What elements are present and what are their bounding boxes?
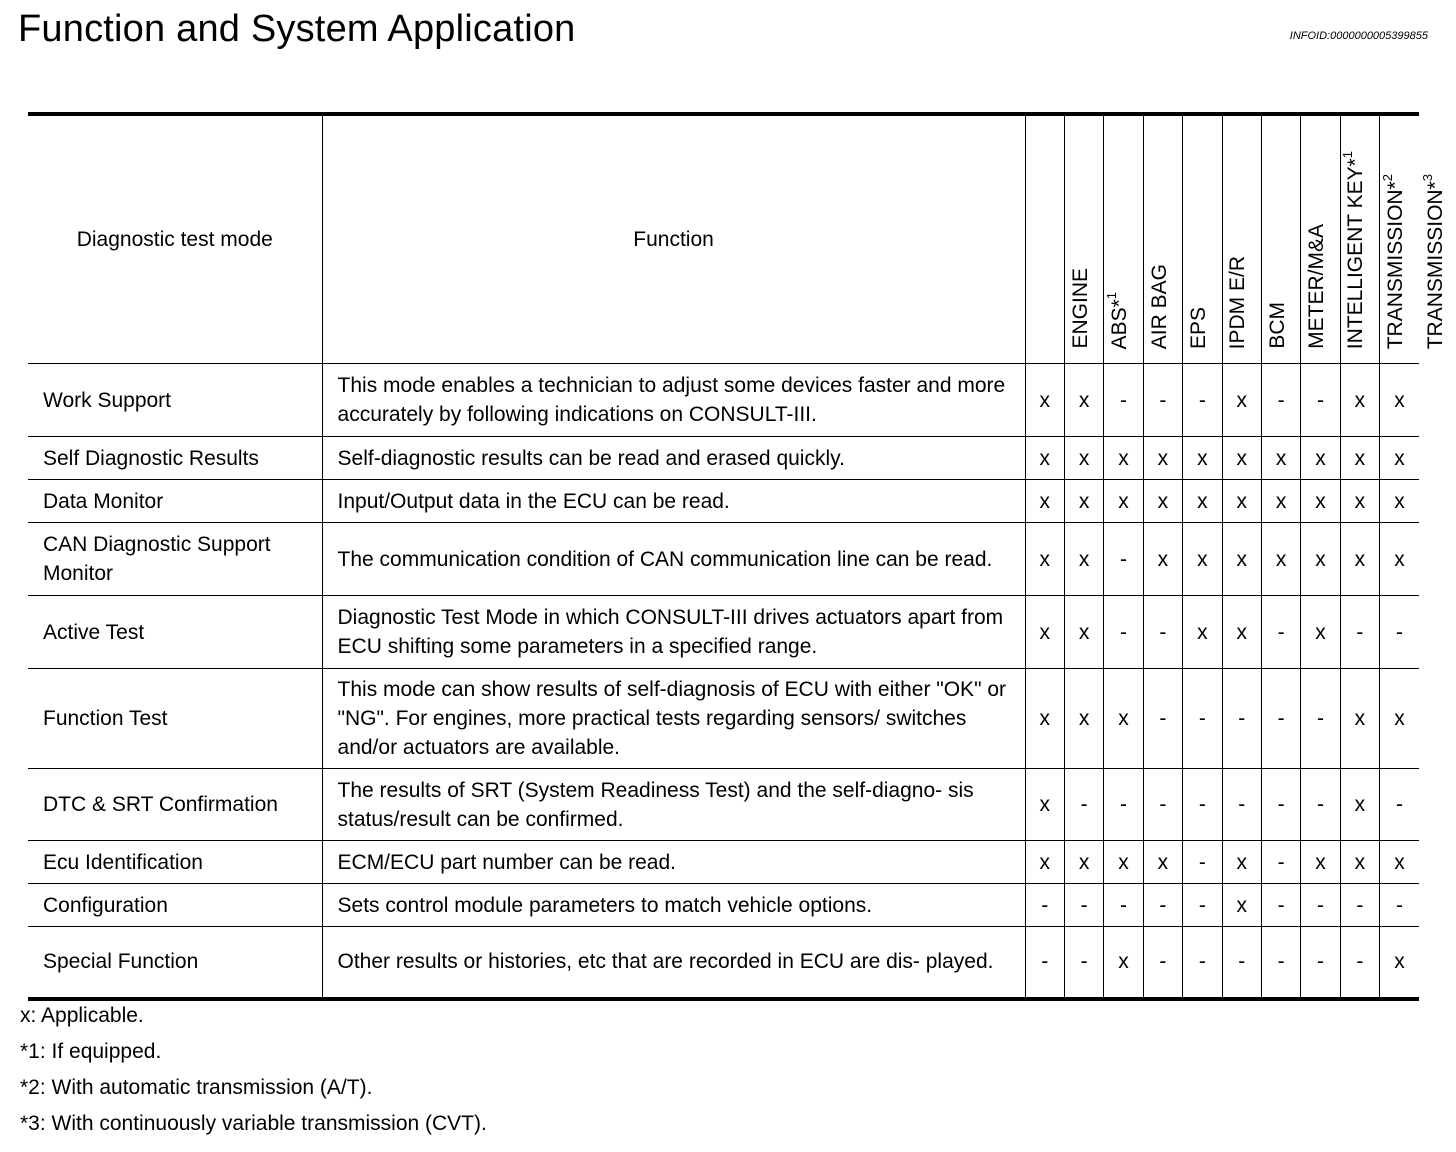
system-label: IPDM E/R — [1226, 255, 1250, 349]
system-label: BCM — [1265, 302, 1289, 349]
applicability-cell: - — [1340, 596, 1379, 669]
applicability-cell: - — [1261, 669, 1300, 769]
applicability-cell: x — [1143, 480, 1182, 523]
system-label: ABS* — [1108, 298, 1132, 349]
applicability-cell: - — [1261, 364, 1300, 437]
applicability-cell: - — [1380, 769, 1419, 841]
applicability-cell: x — [1025, 364, 1064, 437]
table-row — [28, 841, 1419, 884]
applicability-cell: - — [1183, 884, 1222, 927]
test-mode-cell: Self Diagnostic Results — [28, 437, 322, 480]
applicability-cell: x — [1380, 523, 1419, 596]
applicability-cell: x — [1222, 841, 1261, 884]
footnote: *2: With automatic transmission (A/T). — [20, 1076, 373, 1099]
footnote: *1: If equipped. — [20, 1040, 162, 1063]
applicability-cell: - — [1064, 884, 1103, 927]
system-label: ENGINE — [1068, 268, 1092, 349]
applicability-cell: x — [1064, 437, 1103, 480]
applicability-cell: x — [1380, 480, 1419, 523]
applicability-cell: x — [1301, 480, 1340, 523]
applicability-cell: x — [1340, 364, 1379, 437]
applicability-cell: x — [1064, 364, 1103, 437]
table-row — [28, 769, 1419, 841]
table-header-row — [28, 114, 1419, 364]
applicability-cell: x — [1340, 480, 1379, 523]
applicability-cell: x — [1104, 669, 1143, 769]
header-system — [1064, 114, 1132, 364]
applicability-cell: x — [1025, 437, 1064, 480]
footnote: x: Applicable. — [20, 1004, 144, 1027]
applicability-cell: x — [1261, 480, 1300, 523]
header-system — [1104, 114, 1171, 364]
header-system — [1143, 114, 1210, 364]
applicability-cell: - — [1183, 364, 1222, 437]
applicability-cell: x — [1301, 437, 1340, 480]
applicability-cell: x — [1340, 769, 1379, 841]
system-label: METER/M&A — [1305, 224, 1329, 349]
applicability-cell: x — [1222, 523, 1261, 596]
table-row — [28, 480, 1419, 523]
applicability-cell: - — [1261, 884, 1300, 927]
applicability-cell: - — [1025, 927, 1064, 999]
applicability-cell: x — [1222, 364, 1261, 437]
applicability-cell: - — [1222, 769, 1261, 841]
applicability-cell: x — [1380, 437, 1419, 480]
applicability-cell: x — [1340, 523, 1379, 596]
applicability-cell: x — [1064, 841, 1103, 884]
system-label: EPS — [1186, 306, 1210, 349]
system-label-sup: 1 — [1340, 150, 1356, 158]
applicability-cell: - — [1340, 927, 1379, 999]
header-system — [1222, 114, 1289, 364]
applicability-cell: - — [1301, 884, 1340, 927]
applicability-cell: - — [1261, 927, 1300, 999]
applicability-cell: - — [1143, 364, 1182, 437]
applicability-cell: x — [1183, 523, 1222, 596]
applicability-cell: x — [1301, 523, 1340, 596]
applicability-cell: x — [1104, 927, 1143, 999]
function-cell: ECM/ECU part number can be read. — [322, 841, 1025, 884]
system-label: AIR BAG — [1147, 263, 1171, 349]
test-mode-cell: Ecu Identification — [28, 841, 322, 884]
applicability-cell: x — [1340, 669, 1379, 769]
applicability-cell: x — [1183, 596, 1222, 669]
table-row — [28, 437, 1419, 480]
applicability-cell: - — [1261, 596, 1300, 669]
applicability-cell: - — [1261, 841, 1300, 884]
applicability-cell: x — [1183, 480, 1222, 523]
function-cell: The communication condition of CAN communication line can be read. — [322, 523, 1025, 596]
applicability-cell: - — [1104, 596, 1143, 669]
info-id: INFOID:0000000005399855 — [1289, 30, 1428, 42]
applicability-cell: - — [1104, 364, 1143, 437]
applicability-cell: - — [1340, 884, 1379, 927]
header-system — [1261, 114, 1329, 364]
function-cell: Sets control module parameters to match vehicle options. — [322, 884, 1025, 927]
applicability-cell: x — [1025, 841, 1064, 884]
test-mode-cell: Data Monitor — [28, 480, 322, 523]
applicability-cell: x — [1380, 841, 1419, 884]
header-system — [1025, 114, 1092, 364]
test-mode-cell: Function Test — [28, 669, 322, 769]
applicability-cell: x — [1222, 480, 1261, 523]
footnotes — [20, 1000, 487, 1144]
applicability-cell: x — [1025, 669, 1064, 769]
applicability-cell: - — [1064, 927, 1103, 999]
applicability-cell: x — [1380, 364, 1419, 437]
applicability-cell: - — [1261, 769, 1300, 841]
applicability-cell: x — [1380, 927, 1419, 999]
test-mode-cell: CAN Diagnostic Support Monitor — [28, 523, 322, 596]
applicability-cell: - — [1143, 884, 1182, 927]
function-cell: The results of SRT (System Readiness Test) and the self-diagno- sis status/result can be confirmed. — [322, 769, 1025, 841]
function-cell: Input/Output data in the ECU can be read. — [322, 480, 1025, 523]
applicability-cell: x — [1261, 523, 1300, 596]
system-label: INTELLIGENT KEY* — [1344, 157, 1368, 349]
applicability-cell: x — [1025, 596, 1064, 669]
applicability-cell: x — [1143, 437, 1182, 480]
applicability-cell: x — [1025, 523, 1064, 596]
applicability-cell: - — [1301, 364, 1340, 437]
test-mode-cell: Work Support — [28, 364, 322, 437]
applicability-cell: - — [1380, 884, 1419, 927]
applicability-cell: - — [1143, 769, 1182, 841]
system-label-sup: 3 — [1419, 173, 1435, 181]
applicability-cell: x — [1261, 437, 1300, 480]
system-label-sup: 1 — [1104, 291, 1120, 299]
test-mode-cell: DTC & SRT Confirmation — [28, 769, 322, 841]
system-label: TRANSMISSION* — [1423, 180, 1447, 349]
applicability-cell: - — [1143, 927, 1182, 999]
function-cell: This mode enables a technician to adjust some devices faster and more accurately by following indications on CONSULT-III. — [322, 364, 1025, 437]
applicability-cell: x — [1025, 769, 1064, 841]
header-system — [1380, 114, 1447, 364]
page-title: Function and System Application — [18, 8, 576, 50]
test-mode-cell: Special Function — [28, 927, 322, 999]
applicability-cell: x — [1340, 437, 1379, 480]
applicability-cell: x — [1143, 841, 1182, 884]
header-mode: Diagnostic test mode — [28, 114, 322, 364]
applicability-cell: x — [1025, 480, 1064, 523]
applicability-cell: x — [1222, 437, 1261, 480]
header-function: Function — [322, 114, 1025, 364]
applicability-cell: x — [1222, 884, 1261, 927]
header-system — [1340, 114, 1407, 364]
header-system — [1183, 114, 1250, 364]
applicability-cell: x — [1104, 480, 1143, 523]
table-row — [28, 364, 1419, 437]
applicability-cell: x — [1380, 669, 1419, 769]
applicability-cell: x — [1222, 596, 1261, 669]
applicability-cell: x — [1340, 841, 1379, 884]
applicability-cell: x — [1104, 841, 1143, 884]
function-cell: Other results or histories, etc that are recorded in ECU are dis- played. — [322, 927, 1025, 999]
function-cell: Diagnostic Test Mode in which CONSULT-III drives actuators apart from ECU shifting some parameters in a specified range. — [322, 596, 1025, 669]
applicability-cell: - — [1301, 927, 1340, 999]
applicability-cell: - — [1380, 596, 1419, 669]
applicability-cell: - — [1183, 669, 1222, 769]
applicability-cell: x — [1183, 437, 1222, 480]
applicability-cell: - — [1143, 669, 1182, 769]
applicability-cell: - — [1025, 884, 1064, 927]
applicability-cell: x — [1104, 437, 1143, 480]
applicability-cell: - — [1301, 669, 1340, 769]
applicability-cell: x — [1301, 841, 1340, 884]
table-row — [28, 884, 1419, 927]
table-row — [28, 523, 1419, 596]
applicability-cell: x — [1064, 596, 1103, 669]
table-row — [28, 596, 1419, 669]
function-cell: Self-diagnostic results can be read and erased quickly. — [322, 437, 1025, 480]
applicability-cell: x — [1143, 523, 1182, 596]
applicability-cell: - — [1183, 769, 1222, 841]
table-row — [28, 669, 1419, 769]
applicability-cell: x — [1064, 523, 1103, 596]
applicability-cell: - — [1222, 927, 1261, 999]
header-system — [1301, 114, 1368, 364]
applicability-cell: x — [1301, 596, 1340, 669]
test-mode-cell: Active Test — [28, 596, 322, 669]
function-cell: This mode can show results of self-diagnosis of ECU with either "OK" or "NG". For engines, more practical tests regarding sensors/ switches and/or actuators are available. — [322, 669, 1025, 769]
system-label: TRANSMISSION* — [1383, 180, 1407, 349]
table-row — [28, 927, 1419, 999]
applicability-cell: - — [1222, 669, 1261, 769]
footnote: *3: With continuously variable transmission (CVT). — [20, 1112, 487, 1135]
applicability-cell: - — [1301, 769, 1340, 841]
applicability-cell: - — [1104, 884, 1143, 927]
applicability-cell: - — [1143, 596, 1182, 669]
system-label-sup: 2 — [1379, 173, 1395, 181]
applicability-cell: - — [1104, 523, 1143, 596]
applicability-cell: - — [1183, 841, 1222, 884]
applicability-cell: - — [1104, 769, 1143, 841]
applicability-cell: x — [1064, 480, 1103, 523]
applicability-cell: - — [1183, 927, 1222, 999]
test-mode-cell: Configuration — [28, 884, 322, 927]
function-system-table — [28, 112, 1447, 1001]
applicability-cell: - — [1064, 769, 1103, 841]
applicability-cell: x — [1064, 669, 1103, 769]
